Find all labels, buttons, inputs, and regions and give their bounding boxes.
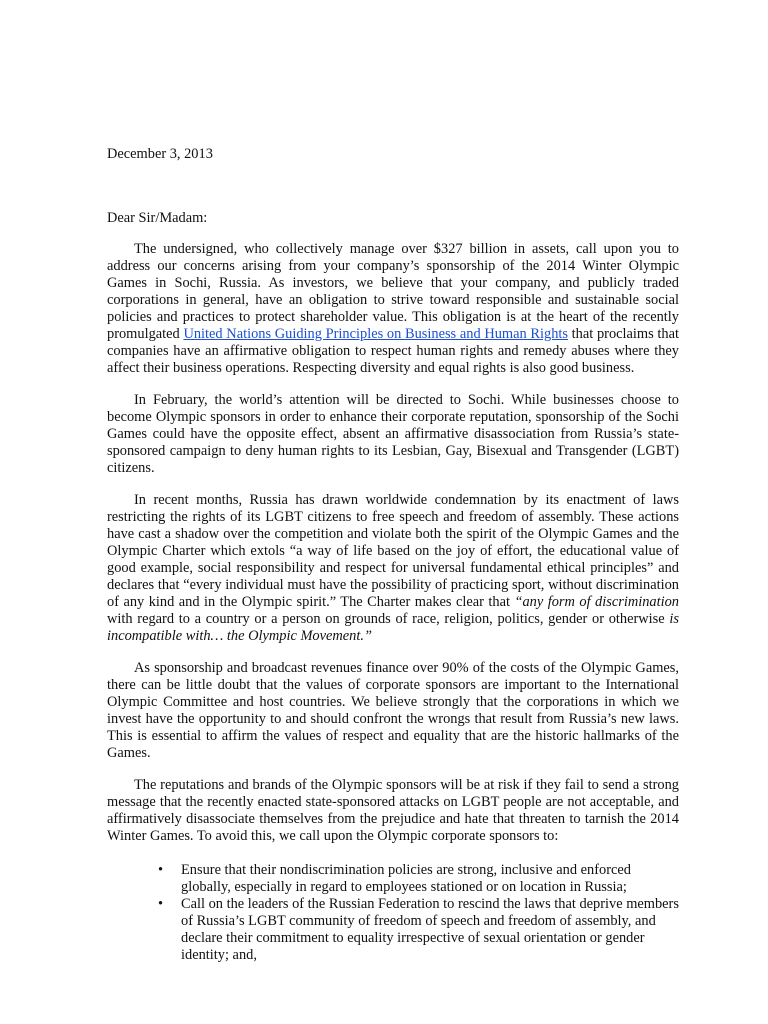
paragraph-text: In recent months, Russia has drawn worldwide condemnation by its enactment of laws restricting the rights of its LGBT citizens to free speech and freedom of assembly. These actions have cast a shadow over the competition and violate both the spirit of the Olympic Games and the Olympic Charter which extols “a way of life based on the joy of effort, the educational value of good example, social responsibility and respect for universal fundamental ethical principles” and declares that “every individual must have the possibility of practicing sport, without discrimination of any kind and in the Olympic spirit.” The Charter makes clear that xyxy=(107,492,679,610)
paragraph-investors-concern xyxy=(107,241,679,377)
paragraph-text: with regard to a country or a person on grounds of race, religion, politics, gender or otherwise xyxy=(107,611,670,627)
paragraph-sochi-attention: In February, the world’s attention will be directed to Sochi. While businesses choose to become Olympic sponsors in order to enhance their corporate reputation, sponsorship of the Sochi Games could have the opposite effect, absent an affirmative disassociation from Russia’s state-sponsored campaign to deny human rights to its Lesbian, Gay, Bisexual and Transgender (LGBT) citizens. xyxy=(107,392,679,476)
list-item xyxy=(107,862,679,896)
bullet-icon: • xyxy=(158,862,164,878)
list-item-text: Ensure that their nondiscrimination policies are strong, inclusive and enforced globally, especially in regard to employees stationed or on location in Russia; xyxy=(181,862,631,895)
paragraph-text: that proclaims that companies have an affirmative obligation to respect human rights and remedy abuses where they affect their business operations. Respecting diversity and equal rights is also good business. xyxy=(107,326,679,376)
letter-date: December 3, 2013 xyxy=(107,146,213,162)
paragraph-reputations-risk: The reputations and brands of the Olympic sponsors will be at risk if they fail to send a strong message that the recently enacted state-sponsored attacks on LGBT people are not acceptable, and affirmatively disassociate themselves from the prejudice and hate that threaten to tarnish the 2014 Winter Games. To avoid this, we call upon the Olympic corporate sponsors to: xyxy=(107,777,679,844)
list-item-text: Call on the leaders of the Russian Federation to rescind the laws that deprive members of Russia’s LGBT community of freedom of speech and freedom of assembly, and declare their commitment to equality irrespective of sexual orientation or gender identity; and, xyxy=(181,896,679,963)
sponsor-requests-list xyxy=(107,862,679,964)
salutation: Dear Sir/Madam: xyxy=(107,210,208,226)
list-item xyxy=(107,896,679,964)
paragraph-text: The undersigned, who collectively manage over $327 billion in assets, call upon you to address our concerns arising from your company’s sponsorship of the 2014 Winter Olympic Games in Sochi, Russia. As investors, we believe that your company, and publicly traded corporations in general, have an obligation to strive toward responsible and sustainable social policies and practices to protect shareholder value. This obligation is at the heart of the recently promulgated xyxy=(107,241,679,342)
paragraph-sponsorship-revenues: As sponsorship and broadcast revenues finance over 90% of the costs of the Olympic Games, there can be little doubt that the values of corporate sponsors are important to the International Olympic Committee and host countries. We believe strongly that the corporations in which we invest have the opportunity to and should confront the wrongs that result from Russia’s new laws. This is essential to affirm the values of respect and equality that are the historic hallmarks of the Games. xyxy=(107,660,679,761)
letter-body xyxy=(107,241,679,964)
charter-quote-italic: “any form of discrimination xyxy=(514,594,679,610)
paragraph-russia-laws xyxy=(107,492,679,645)
bullet-icon: • xyxy=(158,896,164,912)
charter-quote-italic: is incompatible with… the Olympic Movement.” xyxy=(107,611,679,644)
un-guiding-principles-link[interactable]: United Nations Guiding Principles on Business and Human Rights xyxy=(183,326,568,342)
